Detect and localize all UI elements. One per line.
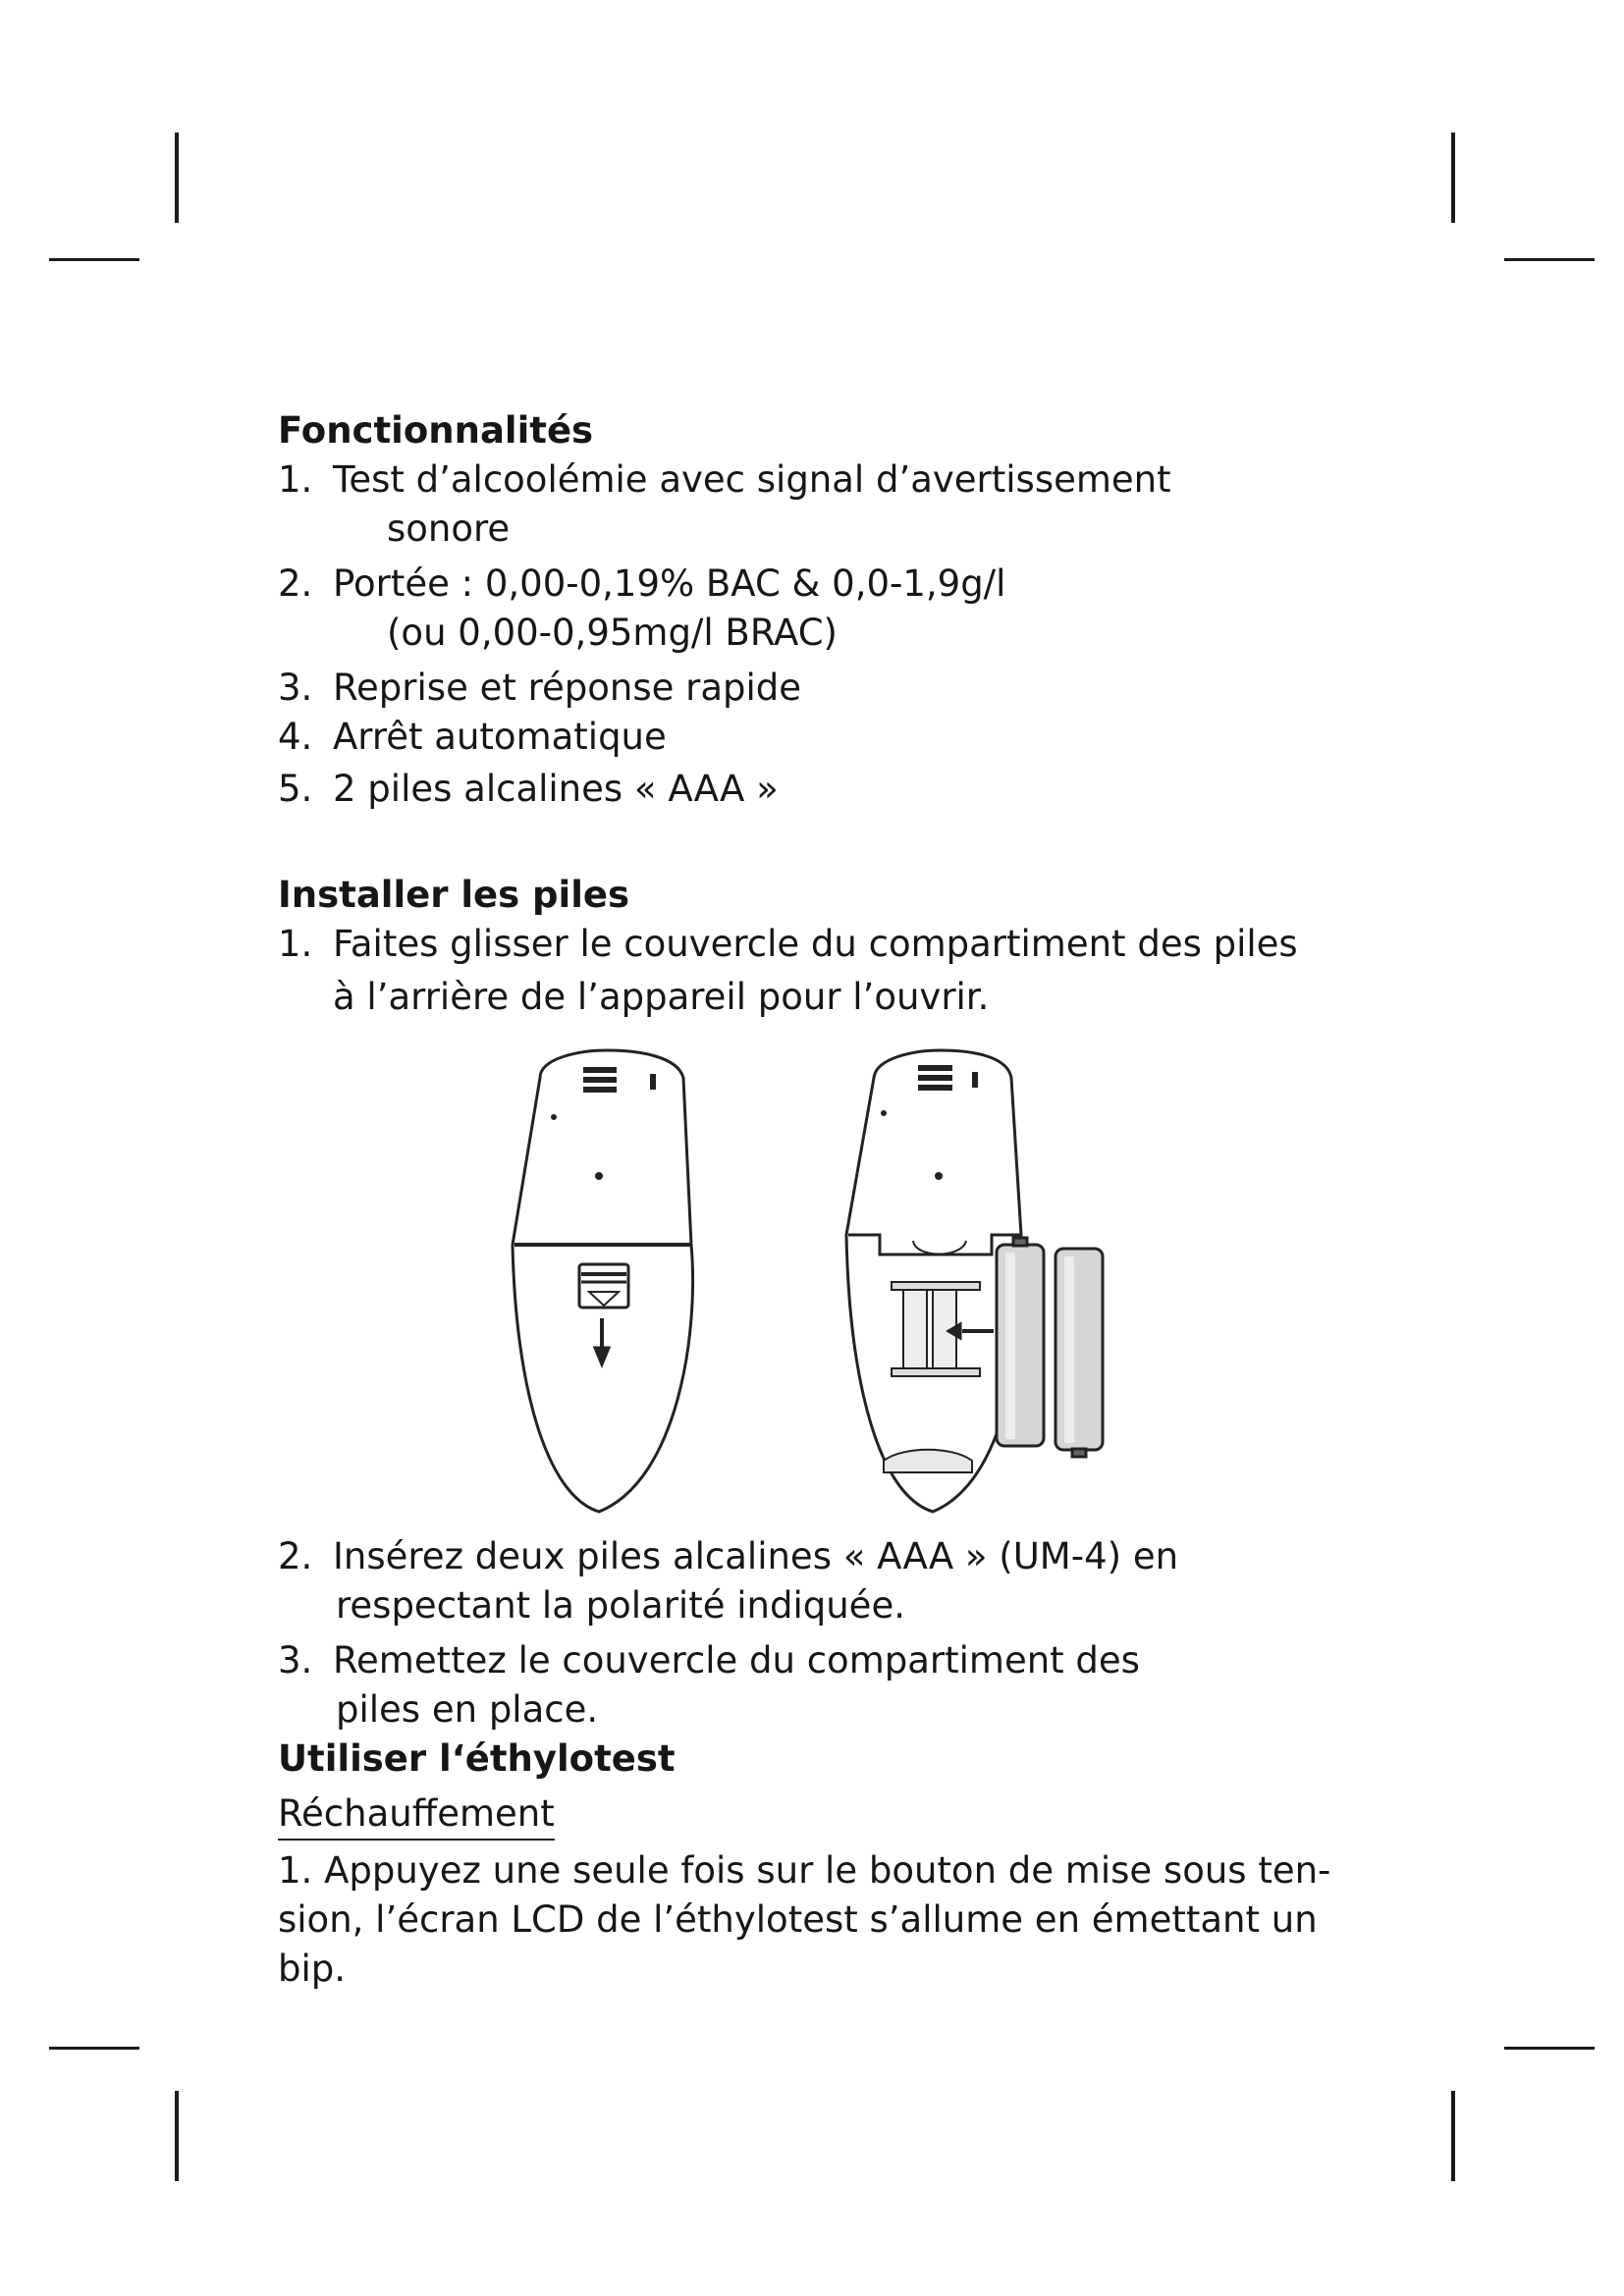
usage-heading: Utiliser l‘éthylotest (278, 1737, 676, 1780)
aaa-battery-icon (997, 1238, 1103, 1457)
breathalyzer-closed-back-icon (513, 1050, 693, 1512)
list-item (278, 1532, 1387, 1630)
list-item-text: Portée : 0,00-0,19% BAC & 0,0-1,9g/l (333, 562, 1006, 605)
list-item-number: 5. (278, 768, 313, 810)
list-item (278, 560, 1387, 658)
crop-mark-bottom-left-horizontal (49, 2047, 139, 2050)
list-item-continuation: respectant la polarité indiquée. (336, 1584, 905, 1627)
list-item (278, 455, 1387, 554)
list-item-text: Insérez deux piles alcalines « AAA » (UM-4) en (333, 1535, 1179, 1577)
list-item-text: Remettez le couvercle du compartiment des (333, 1639, 1140, 1682)
install-steps-rest (278, 1532, 1387, 1735)
crop-mark-top-right-vertical (1451, 133, 1455, 223)
list-item (278, 664, 1387, 713)
list-item-number: 1. (278, 923, 313, 965)
list-item-continuation: (ou 0,00-0,95mg/l BRAC) (387, 612, 838, 654)
crop-mark-top-left-vertical (175, 133, 179, 223)
install-steps-first (278, 920, 1387, 1022)
list-item-text: Reprise et réponse rapide (333, 667, 802, 709)
paragraph-line: 1. Appuyez une seule fois sur le bouton de mise sous ten- (278, 1849, 1331, 1892)
warmup-paragraph (278, 1846, 1387, 1994)
list-item-number: 2. (278, 562, 313, 605)
list-item-text: Arrêt automatique (333, 716, 667, 758)
list-item-number: 1. (278, 458, 313, 501)
crop-mark-bottom-right-vertical (1451, 2091, 1455, 2181)
list-item-number: 4. (278, 716, 313, 758)
list-item-number: 2. (278, 1535, 313, 1577)
list-item-text: Test d’alcoolémie avec signal d’avertissement (333, 458, 1171, 501)
battery-installation-figure (491, 1048, 1159, 1539)
list-item (278, 713, 1387, 762)
warmup-subheading: Réchauffement (278, 1789, 555, 1841)
list-item (278, 765, 1387, 814)
list-item (278, 920, 1387, 1022)
features-list (278, 455, 1387, 814)
crop-mark-bottom-left-vertical (175, 2091, 179, 2181)
crop-mark-bottom-right-horizontal (1504, 2047, 1595, 2050)
features-heading: Fonctionnalités (278, 409, 594, 452)
list-item-text: Faites glisser le couvercle du compartiment des piles (333, 923, 1298, 965)
list-item-continuation: à l’arrière de l’appareil pour l’ouvrir. (333, 976, 990, 1018)
list-item-number: 3. (278, 667, 313, 709)
list-item-text: 2 piles alcalines « AAA » (333, 768, 779, 810)
crop-mark-top-right-horizontal (1504, 258, 1595, 261)
install-heading: Installer les piles (278, 874, 630, 916)
list-item-continuation: sonore (387, 507, 511, 550)
list-item-number: 3. (278, 1639, 313, 1682)
crop-mark-top-left-horizontal (49, 258, 139, 261)
list-item-continuation: piles en place. (336, 1688, 599, 1731)
list-item (278, 1636, 1387, 1735)
paragraph-line: sion, l’écran LCD de l’éthylotest s’allume en émettant un bip. (278, 1898, 1318, 1990)
